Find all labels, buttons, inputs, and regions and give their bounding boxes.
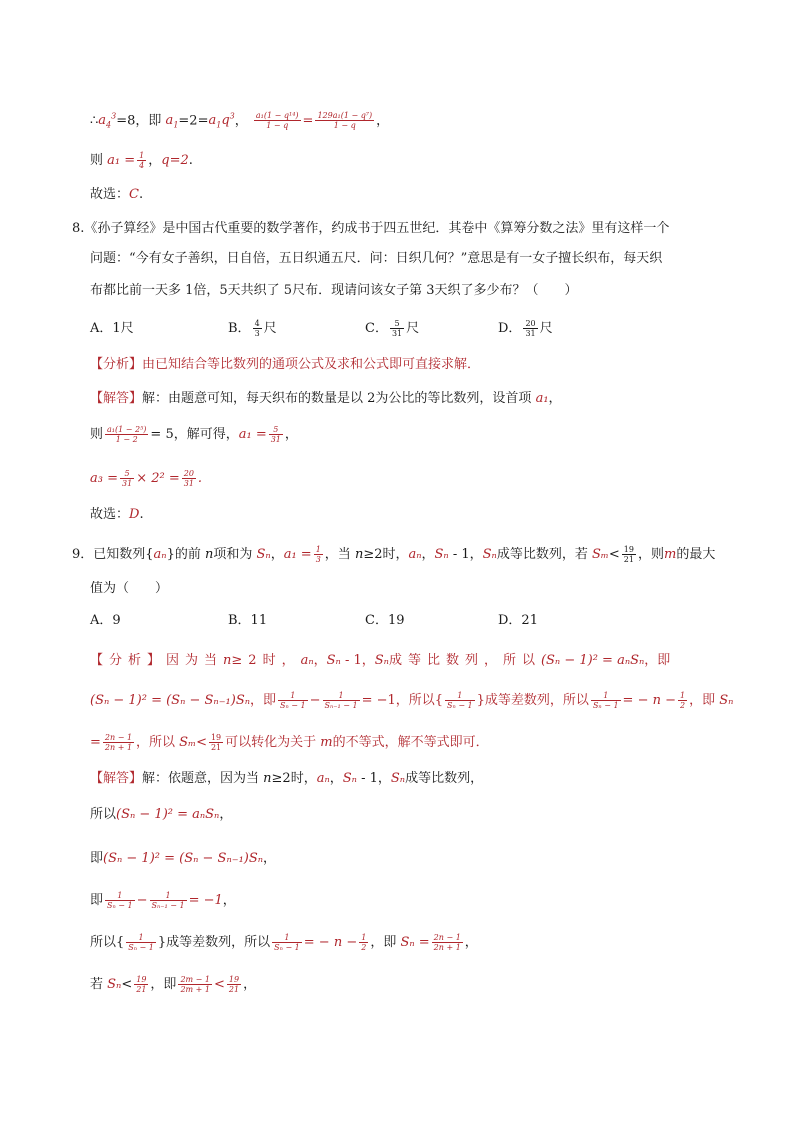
fraction: $\frac{2m - 1}{2m + 1}$ bbox=[180, 975, 210, 994]
fraction: $\frac{19}{21}$ bbox=[136, 975, 147, 994]
text: =2= bbox=[178, 113, 209, 129]
fraction: $\frac{1}{2}$ bbox=[680, 691, 686, 710]
fraction: $\frac{1}{\text{Sₙ − 1}}$ bbox=[280, 691, 306, 710]
q8-option-d: D． $\frac{20}{31}$ 尺 bbox=[498, 319, 553, 338]
answer-letter: C bbox=[129, 187, 139, 202]
fraction: $\frac{1}{\text{Sₙ − 1}}$ bbox=[128, 933, 154, 952]
fraction: $\frac{1}{\text{Sₙ − 1}}$ bbox=[107, 891, 133, 910]
text: 则 bbox=[90, 153, 104, 168]
fraction: $\frac{1}{\text{Sₙ₋₁ − 1}}$ bbox=[151, 891, 185, 910]
text: . bbox=[188, 153, 193, 168]
text: ， bbox=[148, 153, 162, 168]
text: ， bbox=[234, 113, 248, 129]
therefore-symbol: ∴ bbox=[90, 113, 99, 129]
math: q=2 bbox=[161, 153, 189, 168]
text: =8，即 bbox=[116, 113, 162, 129]
q8-answer: 故选：D. bbox=[90, 507, 144, 522]
text: ， bbox=[376, 113, 390, 129]
fraction: $\frac{1}{3}$ bbox=[315, 545, 321, 564]
fraction: $\frac{4}{3}$ bbox=[254, 319, 260, 338]
fraction: $\frac{1}{\text{Sₙ − 1}}$ bbox=[274, 933, 300, 952]
q8-solution-3: a₃ = $\frac{5}{31}$ × 2² = $\frac{20}{31}$ . bbox=[90, 469, 203, 488]
q9-option-d: D．21 bbox=[498, 613, 538, 628]
q9-line-2: 值为（ ） bbox=[90, 581, 169, 596]
q9-solution-2: 所以(Sₙ − 1)² = aₙSₙ， bbox=[90, 807, 233, 822]
q8-solution-2: 则 $\frac{\text{a₁(1 − 2⁵)}}{1 - 2}$ = 5，解可得，a₁ = $\frac{5}{31}$ ， bbox=[90, 425, 298, 444]
fraction: $\frac{1}{\text{Sₙ − 1}}$ bbox=[592, 691, 619, 710]
text: . bbox=[138, 187, 144, 202]
q9-option-c: C．19 bbox=[365, 613, 405, 628]
fraction: $\frac{5}{31}$ bbox=[270, 425, 281, 444]
q8-option-a: A．1尺 bbox=[90, 321, 134, 336]
q8-line-2: 问题：“今有女子善织，日自倍，五日织通五尺．问：日织几何？”意思是有一女子擅长织布，每天织 bbox=[90, 251, 663, 266]
fraction: $\frac{2n - 1}{2n + 1}$ bbox=[433, 933, 461, 952]
text: 故选： bbox=[90, 187, 130, 202]
q9-line-1: 9．已知数列{aₙ}的前 n项和为 Sₙ，a₁ = $\frac{1}{3}$ ，当 n≥2时，aₙ，Sₙ - 1，Sₙ成等比数列，若 Sₘ< $\frac{19}{21}$ ，则m的最大 bbox=[72, 545, 716, 564]
fraction: $\frac{19}{21}$ bbox=[210, 733, 222, 752]
q9-option-b: B．11 bbox=[228, 613, 268, 628]
q8-analysis: 【分析】由已知结合等比数列的通项公式及求和公式即可直接求解． bbox=[90, 357, 481, 372]
fraction: $\frac{20}{31}$ bbox=[183, 469, 194, 488]
answer-letter: D bbox=[129, 507, 140, 522]
fraction: $\frac{5}{31}$ bbox=[122, 469, 133, 488]
fraction: $\frac{2n - 1}{2n + 1}$ bbox=[104, 733, 133, 752]
q8-line-1: 8.《孙子算经》是中国古代重要的数学著作，约成书于四五世纪．其卷中《算筹分数之法》里有这样一个 bbox=[72, 221, 670, 236]
prev-line-1 bbox=[90, 106, 389, 137]
fraction: $\frac{\text{a₁(1 − 2⁵)}}{1 - 2}$ bbox=[107, 425, 147, 444]
fraction: $\frac{5}{31}$ bbox=[391, 319, 403, 338]
q8-option-b: B． $\frac{4}{3}$ 尺 bbox=[228, 319, 277, 338]
fraction: $\frac{1}{2}$ bbox=[361, 933, 367, 952]
q8-line-3: 布都比前一天多 1倍，5天共织了 5尺布．现请问该女子第 3天织了多少布？（ ） bbox=[90, 283, 578, 298]
q9-analysis-3: = $\frac{2n - 1}{2n + 1}$ ，所以 Sₘ< $\frac{19}{21}$ 可以转化为关于 m的不等式，解不等式即可． bbox=[90, 733, 489, 752]
q9-analysis-2: (Sₙ − 1)² = (Sₙ − Sₙ₋₁)Sₙ，即 $\frac{1}{\text{Sₙ − 1}}$ − $\frac{1}{\text{Sₙ₋₁ − 1}}$ = −1，所以{ $\frac{1}{\text{Sₙ − 1}}$ }成等差数列，所以 $\frac{1}{\text{Sₙ − 1}}$ = − n − $\frac{1}{2}$ ，即 Sₙ bbox=[90, 691, 734, 710]
solution-tag: 【解答】 bbox=[90, 391, 143, 406]
q9-solution-5: 所以{ $\frac{1}{\text{Sₙ − 1}}$ }成等差数列，所以 $\frac{1}{\text{Sₙ − 1}}$ = − n − $\frac{1}{2}$ ，即 Sₙ = $\frac{2n - 1}{2n + 1}$ ， bbox=[90, 933, 478, 952]
fraction: $\frac{1}{\text{Sₙ₋₁ − 1}}$ bbox=[324, 691, 358, 710]
fraction: $\frac{\text{a₁(1 − q¹⁴)}}{1 - q}$ bbox=[255, 111, 299, 131]
math-a1: $a_1$ bbox=[165, 113, 179, 130]
q8-option-c: C． $\frac{5}{31}$ 尺 bbox=[365, 319, 420, 338]
math-a1q3: $a_1q^3$ bbox=[208, 112, 235, 130]
prev-answer bbox=[90, 184, 143, 206]
q9-analysis-1: 【分析】因为当n≥2时，aₙ，Sₙ - 1，Sₙ成等比数列，所以(Sₙ − 1)² = aₙSₙ，即 bbox=[90, 653, 671, 668]
q9-solution-3: 即(Sₙ − 1)² = (Sₙ − Sₙ₋₁)Sₙ， bbox=[90, 851, 277, 866]
q9-solution-6: 若 Sₙ< $\frac{19}{21}$ ，即 $\frac{2m - 1}{2m + 1}$ < $\frac{19}{21}$ ， bbox=[90, 975, 257, 994]
q9-solution-1: 【解答】解：依题意，因为当 n≥2时，aₙ，Sₙ - 1，Sₙ成等比数列， bbox=[90, 771, 484, 786]
equals: = bbox=[302, 113, 314, 129]
q9-option-a: A．9 bbox=[90, 613, 121, 628]
fraction: $\frac{19}{21}$ bbox=[228, 975, 240, 994]
fraction: $\frac{19}{21}$ bbox=[623, 545, 634, 564]
fraction: $\frac{20}{31}$ bbox=[525, 319, 536, 338]
fraction: $\frac{1}{4}$ bbox=[139, 151, 145, 170]
q9-solution-4: 即 $\frac{1}{\text{Sₙ − 1}}$ − $\frac{1}{\text{Sₙ₋₁ − 1}}$ = −1， bbox=[90, 891, 236, 910]
math: a₁ = bbox=[107, 153, 136, 168]
q8-solution-1: 【解答】解：由题意可知，每天织布的数量是以 2为公比的等比数列，设首项 a₁， bbox=[90, 391, 562, 406]
prev-line-2 bbox=[90, 150, 193, 172]
fraction: $\frac{\text{129a₁(1 − q⁷)}}{1 - q}$ bbox=[317, 111, 373, 131]
fraction: $\frac{1}{\text{Sₙ − 1}}$ bbox=[447, 691, 473, 710]
math-a4-cubed: $a_4^3$ bbox=[98, 112, 117, 130]
solution-tag: 【解答】 bbox=[90, 771, 143, 786]
